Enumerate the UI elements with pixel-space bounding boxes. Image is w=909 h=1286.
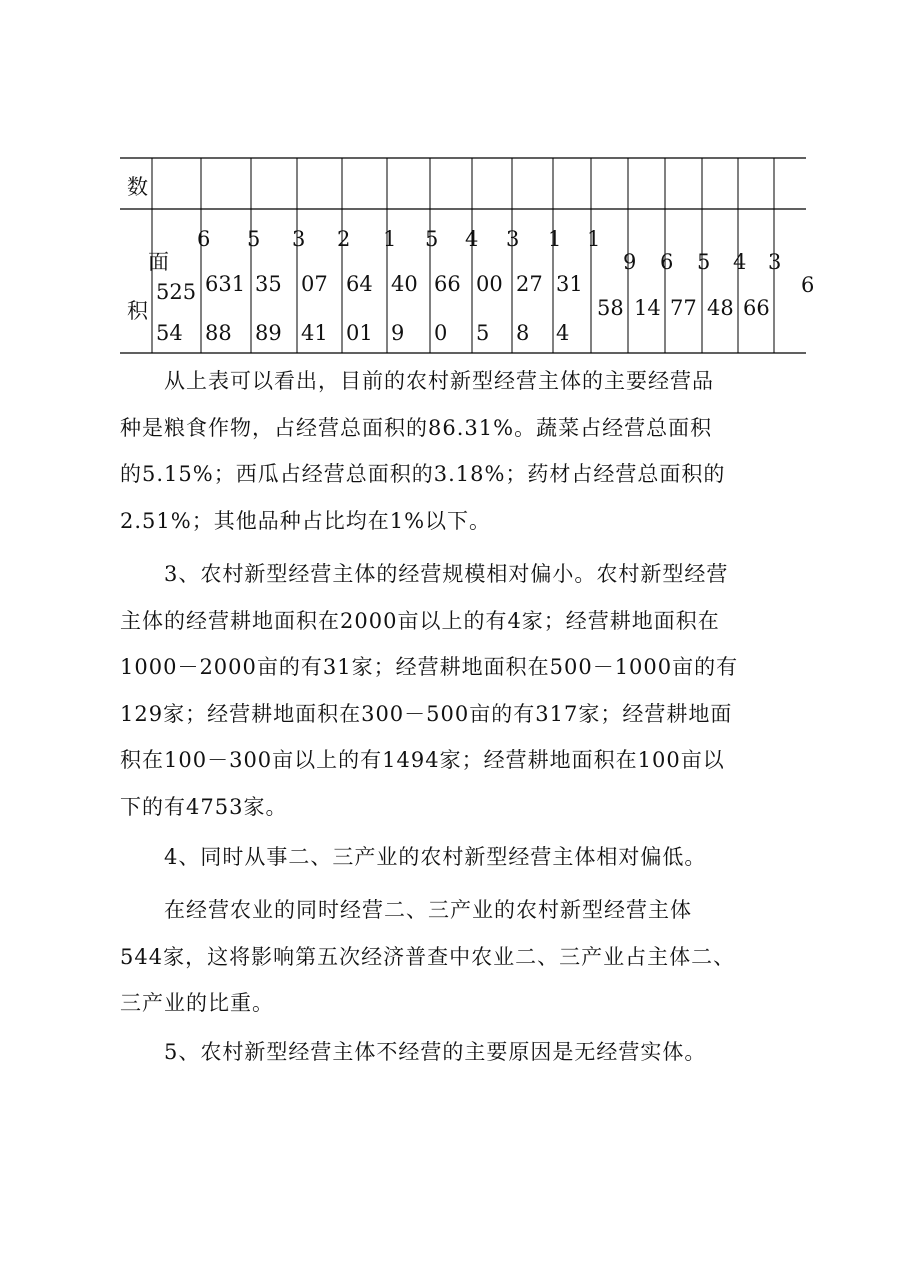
- text-line: 2.51%；其他品种占比均在1%以下。: [120, 508, 492, 533]
- area-cell-10-line2: 4: [556, 321, 570, 345]
- area-cell-9-line2: 8: [516, 321, 530, 345]
- text-line: 种是粮食作物，占经营总面积的86.31%。蔬菜占经营总面积: [120, 415, 713, 440]
- text-line: 5、农村新型经营主体不经营的主要原因是无经营实体。: [164, 1040, 707, 1064]
- row-label-count: 数: [127, 175, 148, 199]
- text-line: 在经营农业的同时经营二、三产业的农村新型经营主体: [164, 898, 692, 922]
- area-cell-7-line2: 0: [434, 321, 448, 345]
- area-cell-3-line2: 89: [255, 321, 282, 345]
- text-line: 三产业的比重。: [120, 991, 274, 1015]
- area-cell-6-top: 1: [383, 227, 397, 251]
- area-cell-12-line1: 14: [634, 296, 661, 320]
- paragraph-product-share: [120, 358, 725, 544]
- area-cell-5-line1: 64: [346, 272, 373, 296]
- area-cell-7-line1: 66: [434, 272, 461, 296]
- area-cell-4-line1: 07: [301, 272, 328, 296]
- text-line: 4、同时从事二、三产业的农村新型经营主体相对偏低。: [164, 845, 707, 869]
- text-line: 544家，这将影响第五次经济普查中农业二、三产业占主体二、: [120, 944, 736, 969]
- area-cell-3-line1: 35: [255, 272, 282, 296]
- area-cell-9-line1: 27: [516, 272, 543, 296]
- area-cell-2-line2: 88: [205, 321, 232, 345]
- area-cell-9-top: 3: [506, 227, 520, 251]
- area-cell-1-line2: 54: [156, 321, 183, 345]
- area-cell-7-top: 5: [425, 227, 439, 251]
- area-cell-11-line1: 58: [597, 296, 624, 320]
- area-cell-5-top: 2: [337, 227, 351, 251]
- area-cell-14-top: 5: [697, 250, 711, 274]
- paragraph-non-operation-reason: [120, 1029, 706, 1076]
- area-cell-16-top: 3: [768, 250, 782, 274]
- text-line: 129家；经营耕地面积在300－500亩的有317家；经营耕地面: [120, 701, 733, 726]
- area-cell-6-line1: 40: [391, 272, 418, 296]
- area-cell-12-top: 9: [623, 250, 637, 274]
- area-cell-17-line1: 6: [801, 273, 815, 297]
- text-line: 3、农村新型经营主体的经营规模相对偏小。农村新型经营: [164, 562, 729, 586]
- area-cell-15-top: 4: [733, 250, 747, 274]
- area-cell-10-line1: 31: [556, 272, 583, 296]
- text-line: 的5.15%；西瓜占经营总面积的3.18%；药材占经营总面积的: [120, 462, 726, 486]
- text-line: 1000－2000亩的有31家；经营耕地面积在500－1000亩的有: [120, 655, 739, 679]
- area-cell-15-line1: 66: [743, 296, 770, 320]
- area-cell-1-line1: 525: [156, 280, 197, 304]
- area-cell-8-top: 4: [465, 227, 479, 251]
- paragraph-scale: [120, 551, 738, 830]
- area-cell-6-line2: 9: [391, 321, 405, 345]
- area-cell-10-top: 1: [548, 227, 562, 251]
- area-cell-13-top: 6: [660, 250, 674, 274]
- text-line: 主体的经营耕地面积在2000亩以上的有4家；经营耕地面积在: [120, 608, 720, 633]
- area-cell-2-line1: 631: [205, 272, 246, 296]
- area-cell-4-top: 3: [292, 227, 306, 251]
- text-line: 积在100－300亩以上的有1494家；经营耕地面积在100亩以: [120, 748, 725, 772]
- area-cell-8-line2: 5: [476, 321, 490, 345]
- area-cell-14-line1: 48: [707, 296, 734, 320]
- paragraph-secondary-tertiary: [120, 834, 706, 881]
- area-cell-3-top: 5: [247, 227, 261, 251]
- area-cell-8-line1: 00: [476, 272, 503, 296]
- text-line: 下的有4753家。: [120, 794, 288, 819]
- row-label-area-top: 面: [148, 250, 169, 274]
- area-cell-11-top: 1: [587, 227, 601, 251]
- area-cell-5-line2: 01: [346, 321, 373, 345]
- area-cell-4-line2: 41: [301, 321, 328, 345]
- row-label-area-bottom: 积: [127, 299, 148, 323]
- text-line: 从上表可以看出，目前的农村新型经营主体的主要经营品: [164, 369, 714, 393]
- area-cell-13-line1: 77: [670, 296, 697, 320]
- area-cell-2-top: 6: [197, 227, 211, 251]
- paragraph-mixed-operations: [120, 887, 735, 1027]
